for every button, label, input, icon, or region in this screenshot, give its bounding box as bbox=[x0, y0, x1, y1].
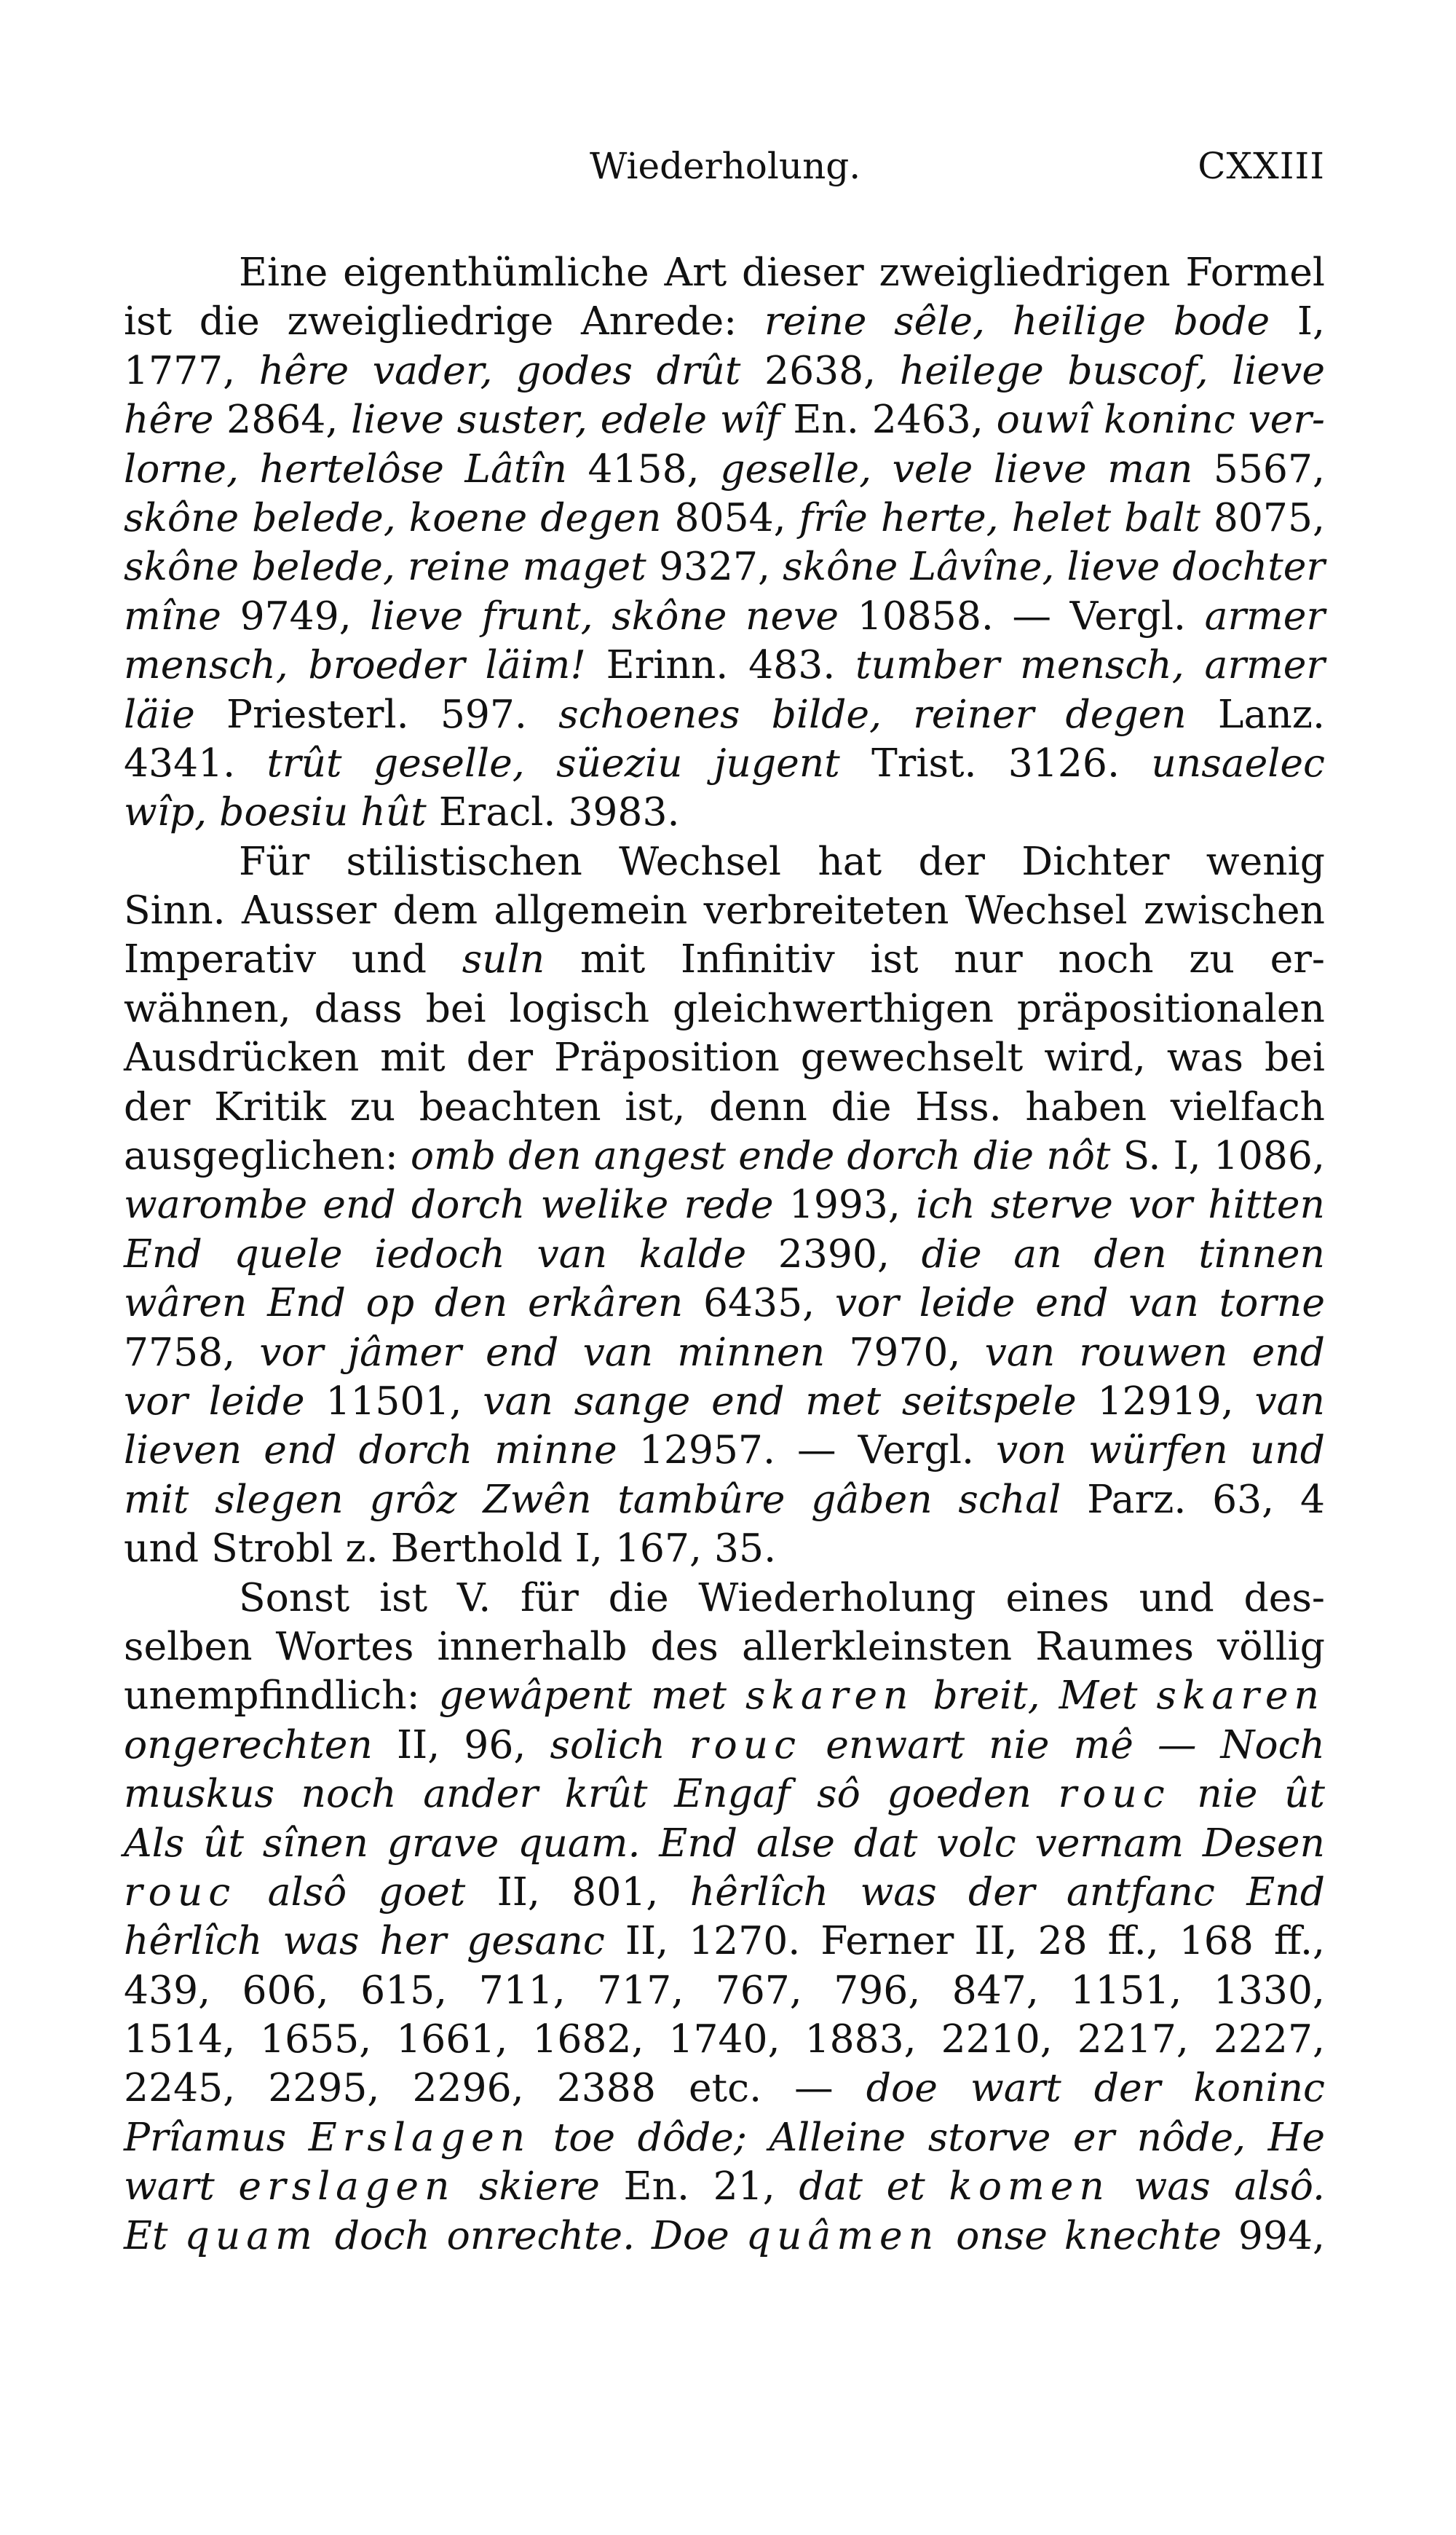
italic-quote: nie ût bbox=[1170, 1770, 1325, 1817]
italic-quote: wîp, boesiu hût bbox=[124, 789, 427, 835]
text-line bbox=[124, 2063, 1325, 2112]
roman-text: Sonst ist V. für die Wiederholung eines und des- bbox=[239, 1574, 1325, 1620]
italic-quote: hêre bbox=[124, 396, 214, 443]
italic-quote: suln bbox=[462, 936, 545, 982]
roman-text: 2864, bbox=[213, 396, 352, 443]
roman-text: 5567, bbox=[1192, 445, 1326, 492]
roman-text: wähnen, dass bei logisch gleichwerthigen präpositionalen bbox=[124, 985, 1325, 1031]
italic-quote: ich sterve vor hitten bbox=[916, 1181, 1326, 1228]
roman-text: 439, 606, 615, 711, 717, 767, 796, 847, 1151, 1330, bbox=[124, 1966, 1325, 2013]
text-line bbox=[124, 934, 1325, 983]
italic-quote: wart bbox=[124, 2163, 239, 2209]
italic-quote: von würfen und bbox=[996, 1427, 1325, 1473]
italic-quote: mit slegen grôz Zwên tambûre gâben schal bbox=[124, 1475, 1061, 1522]
text-line bbox=[124, 1082, 1325, 1131]
roman-text: Imperativ und bbox=[124, 936, 462, 982]
text-line bbox=[124, 640, 1325, 689]
italic-quote: Als ût sînen grave quam. End alse dat volc vernam Desen bbox=[124, 1819, 1325, 1866]
italic-quote: frîe herte, helet balt bbox=[799, 494, 1200, 540]
text-line bbox=[124, 2014, 1325, 2063]
italic-quote: hêre vader, godes drût bbox=[258, 347, 741, 393]
italic-quote: doch onrechte. Doe bbox=[317, 2212, 746, 2258]
roman-text: Priesterl. 597. bbox=[194, 690, 559, 737]
text-line bbox=[124, 1523, 1325, 1572]
italic-quote: warombe end dorch welike rede bbox=[124, 1181, 774, 1228]
text-line bbox=[124, 1720, 1325, 1769]
roman-text: II, 801, bbox=[465, 1868, 690, 1915]
italic-quote: enwart nie mê — Noch bbox=[802, 1721, 1325, 1767]
roman-text: 4158, bbox=[566, 445, 721, 492]
text-line bbox=[124, 2211, 1325, 2260]
text-line bbox=[124, 1180, 1325, 1229]
italic-quote: läie bbox=[124, 690, 195, 737]
italic-quote: was alsô. bbox=[1109, 2163, 1325, 2209]
italic-quote: trût geselle, süeziu jugent bbox=[266, 739, 840, 786]
text-line bbox=[124, 296, 1325, 345]
italic-quote: geselle, vele lieve man bbox=[720, 445, 1193, 492]
text-line bbox=[124, 984, 1325, 1033]
italic-quote: Et bbox=[124, 2212, 185, 2258]
italic-quote: die an den tinnen bbox=[921, 1230, 1325, 1277]
italic-quote: van rouwen end bbox=[984, 1328, 1326, 1375]
roman-text: 8075, bbox=[1200, 494, 1326, 540]
roman-text: 2245, 2295, 2296, 2388 etc. — bbox=[124, 2065, 866, 2111]
italic-quote: quâmen bbox=[745, 2212, 940, 2258]
roman-text: ist die zweigliedrige Anrede: bbox=[124, 298, 764, 344]
italic-quote: komen bbox=[949, 2163, 1110, 2209]
text-line bbox=[124, 493, 1325, 542]
italic-quote: erslagen bbox=[238, 2163, 456, 2209]
italic-quote: lieve suster, edele wîf bbox=[351, 396, 780, 443]
italic-quote: tumber mensch, armer bbox=[855, 642, 1325, 688]
roman-text: 1514, 1655, 1661, 1682, 1740, 1883, 2210, 2217, 2227, bbox=[124, 2016, 1325, 2062]
text-line bbox=[124, 591, 1325, 640]
roman-text: En. 21, bbox=[599, 2163, 799, 2209]
italic-quote: skône belede, reine maget bbox=[124, 543, 646, 590]
italic-quote: vor leide bbox=[124, 1377, 305, 1424]
text-line bbox=[124, 1278, 1325, 1327]
text-line bbox=[124, 787, 1325, 836]
italic-quote: wâren End op den erkâren bbox=[124, 1280, 684, 1326]
roman-text: Erinn. 483. bbox=[585, 642, 856, 688]
text-line bbox=[124, 395, 1325, 443]
italic-quote: End quele iedoch van kalde bbox=[124, 1230, 747, 1277]
italic-quote: quam bbox=[184, 2212, 318, 2258]
italic-quote: Prîamus bbox=[124, 2113, 309, 2160]
roman-text: 9749, bbox=[221, 592, 371, 639]
italic-quote: schoenes bilde, reiner degen bbox=[558, 690, 1187, 737]
italic-quote: mensch, broeder läim! bbox=[124, 642, 586, 688]
text-line bbox=[124, 248, 1325, 296]
italic-quote: van bbox=[1254, 1377, 1326, 1424]
roman-text: 6435, bbox=[683, 1280, 835, 1326]
roman-text: 12957. — Vergl. bbox=[617, 1427, 997, 1473]
roman-text: 994, bbox=[1221, 2212, 1326, 2258]
roman-text: Lanz. bbox=[1186, 690, 1325, 737]
roman-text: 12919, bbox=[1076, 1377, 1255, 1424]
roman-text: 4341. bbox=[124, 739, 267, 786]
roman-text: Eine eigenthümliche Art dieser zweigliedrigen Formel bbox=[239, 249, 1325, 295]
italic-quote: van sange end met seitspele bbox=[483, 1377, 1077, 1424]
italic-quote: ongerechten bbox=[124, 1721, 373, 1767]
italic-quote: omb den angest ende dorch die nôt bbox=[410, 1132, 1111, 1179]
italic-quote: lorne, hertelôse Lâtîn bbox=[124, 445, 567, 492]
italic-quote: armer bbox=[1204, 592, 1326, 639]
italic-quote: onse knechte bbox=[939, 2212, 1222, 2258]
text-line bbox=[124, 1867, 1325, 1916]
italic-quote: gewâpent met bbox=[438, 1672, 745, 1719]
italic-quote: hêrlîch was her gesanc bbox=[124, 1917, 605, 1964]
roman-text: Eracl. 3983. bbox=[426, 789, 680, 835]
roman-text: En. 2463, bbox=[780, 396, 997, 443]
roman-text: 2390, bbox=[746, 1230, 922, 1277]
roman-text: Für stilistischen Wechsel hat der Dichter wenig bbox=[239, 837, 1325, 884]
roman-text: Ausdrücken mit der Präposition gewechselt wird, was bei bbox=[124, 1034, 1325, 1081]
roman-text: unempfindlich: bbox=[124, 1672, 439, 1719]
italic-quote: lieven end dorch minne bbox=[124, 1427, 617, 1473]
italic-quote: solich bbox=[550, 1721, 689, 1767]
roman-text: 11501, bbox=[304, 1377, 483, 1424]
italic-quote: lieve frunt, skône neve bbox=[370, 592, 839, 639]
roman-text: 1777, bbox=[124, 347, 259, 393]
roman-text: 1993, bbox=[773, 1181, 917, 1228]
text-line bbox=[124, 1425, 1325, 1474]
italic-quote: ouwî koninc ver- bbox=[996, 396, 1325, 443]
text-line bbox=[124, 837, 1325, 886]
italic-quote: skaren bbox=[1156, 1672, 1325, 1719]
roman-text: 2638, bbox=[740, 347, 900, 393]
italic-quote: breit, Met bbox=[914, 1672, 1157, 1719]
italic-quote: skaren bbox=[745, 1672, 914, 1719]
roman-text: 9327, bbox=[646, 543, 783, 590]
body-text bbox=[124, 248, 1325, 2260]
text-line bbox=[124, 1229, 1325, 1278]
roman-text: 8054, bbox=[661, 494, 799, 540]
italic-quote: rouc bbox=[124, 1868, 237, 1915]
italic-quote: dat et bbox=[799, 2163, 949, 2209]
text-line bbox=[124, 1769, 1325, 1818]
italic-quote: doe wart der koninc bbox=[866, 2065, 1325, 2111]
text-line bbox=[124, 1916, 1325, 1965]
italic-quote: skône Lâvîne, lieve dochter bbox=[783, 543, 1326, 590]
italic-quote: Erslagen bbox=[308, 2113, 531, 2160]
roman-text: Trist. 3126. bbox=[839, 739, 1152, 786]
roman-text: mit Infinitiv ist nur noch zu er- bbox=[545, 936, 1325, 982]
text-line bbox=[124, 1818, 1325, 1867]
roman-text: S. I, 1086, bbox=[1110, 1132, 1325, 1179]
italic-quote: rouc bbox=[1058, 1770, 1171, 1817]
text-line bbox=[124, 2113, 1325, 2161]
italic-quote: heilege buscof, lieve bbox=[899, 347, 1326, 393]
text-line bbox=[124, 1475, 1325, 1523]
text-line bbox=[124, 1622, 1325, 1671]
text-line bbox=[124, 1966, 1325, 2014]
text-line bbox=[124, 2161, 1325, 2210]
italic-quote: hêrlîch was der antfanc End bbox=[689, 1868, 1325, 1915]
text-line bbox=[124, 542, 1325, 591]
text-line bbox=[124, 1131, 1325, 1180]
italic-quote: vor leide end van torne bbox=[834, 1280, 1325, 1326]
roman-text: 7970, bbox=[825, 1328, 985, 1375]
text-line bbox=[124, 738, 1325, 787]
roman-text: II, 96, bbox=[372, 1721, 550, 1767]
roman-text: I, bbox=[1270, 298, 1325, 344]
roman-text: selben Wortes innerhalb des allerkleinsten Raumes völlig bbox=[124, 1623, 1325, 1669]
roman-text: Parz. 63, 4 bbox=[1061, 1475, 1325, 1522]
roman-text: II, 1270. Ferner II, 28 ff., 168 ff., bbox=[604, 1917, 1325, 1964]
roman-text: ausgeglichen: bbox=[124, 1132, 411, 1179]
italic-quote: reine sêle, heilige bode bbox=[764, 298, 1270, 344]
roman-text: Sinn. Ausser dem allgemein verbreiteten Wechsel zwischen bbox=[124, 887, 1325, 934]
italic-quote: rouc bbox=[689, 1721, 802, 1767]
text-line bbox=[124, 690, 1325, 738]
roman-text: und Strobl z. Berthold I, 167, 35. bbox=[124, 1525, 777, 1572]
italic-quote: muskus noch ander krût Engaf sô goeden bbox=[124, 1770, 1059, 1817]
italic-quote: skiere bbox=[455, 2163, 600, 2209]
italic-quote: alsô goet bbox=[236, 1868, 466, 1915]
text-line bbox=[124, 886, 1325, 934]
text-line bbox=[124, 444, 1325, 493]
italic-quote: mîne bbox=[124, 592, 221, 639]
roman-text: der Kritik zu beachten ist, denn die Hss. haben vielfach bbox=[124, 1083, 1325, 1129]
page-header bbox=[124, 137, 1325, 195]
running-title: Wiederholung. bbox=[590, 145, 861, 187]
roman-text: 10858. — Vergl. bbox=[839, 592, 1205, 639]
text-line bbox=[124, 1376, 1325, 1425]
text-line bbox=[124, 1573, 1325, 1622]
text-line bbox=[124, 1671, 1325, 1719]
italic-quote: vor jâmer end van minnen bbox=[259, 1328, 826, 1375]
italic-quote: unsaelec bbox=[1151, 739, 1325, 786]
text-line bbox=[124, 1033, 1325, 1081]
page-number: CXXIII bbox=[1198, 145, 1325, 187]
italic-quote: toe dôde; Alleine storve er nôde, He bbox=[531, 2113, 1325, 2160]
italic-quote: skône belede, koene degen bbox=[124, 494, 662, 540]
text-line bbox=[124, 1328, 1325, 1376]
text-line bbox=[124, 346, 1325, 395]
roman-text: 7758, bbox=[124, 1328, 260, 1375]
